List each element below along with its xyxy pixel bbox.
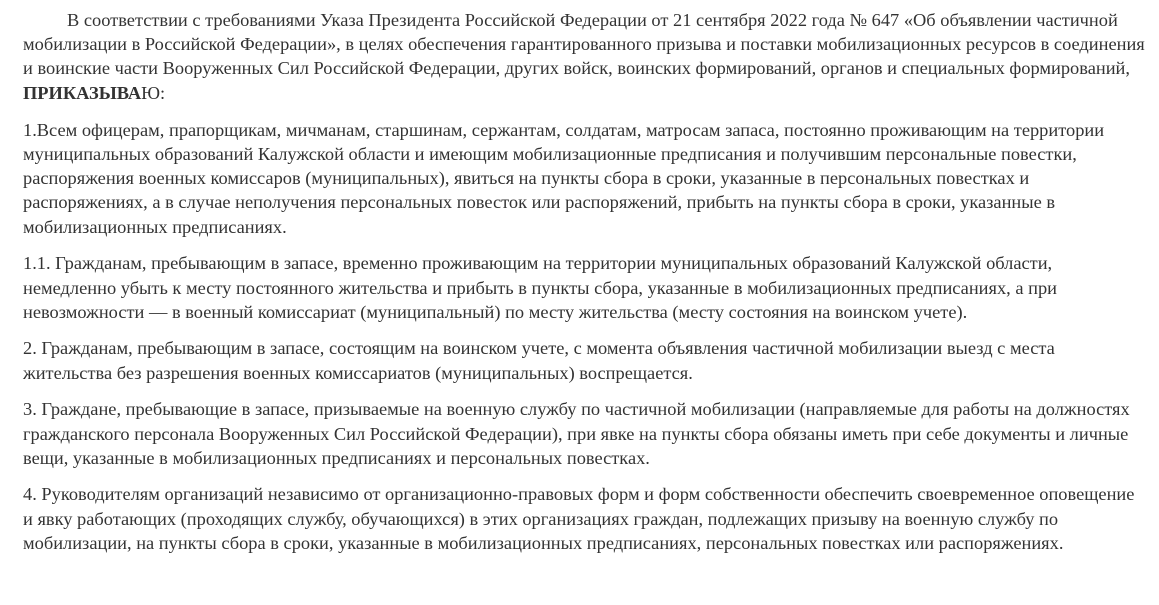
intro-paragraph (23, 8, 1145, 105)
paragraph-2: 2. Гражданам, пребывающим в запасе, состоящим на воинском учете, с момента объявления частичной мобилизации выезд с места жительства без разрешения военных комиссариатов (муниципальных) воспрещается. (23, 338, 1055, 383)
order-keyword-tail: Ю: (141, 82, 166, 103)
order-keyword: ПРИКАЗЫВА (23, 82, 142, 103)
intro-text: В соответствии с требованиями Указа Президента Российской Федерации от 21 сентября 2022 года № 647 «Об объявлении частичной мобилизации в Российской Федерации», в целях обеспечения гарантированного призыва и поставки мобилизационных ресурсов в соединения и воинские части Вооруженных Сил Российской Федерации, других войск, воинских формирований, органов и специальных формирований, (23, 10, 1145, 79)
paragraph-4: 4. Руководителям организаций независимо от организационно-правовых форм и форм собственности обеспечить своевременное оповещение и явку работающих (проходящих службу, обучающихся) в этих организациях граждан, подлежащих призыву на военную службу по мобилизации, на пункты сбора в сроки, указанные в мобилизационных предписаниях, персональных повестках или распоряжениях. (23, 484, 1135, 553)
paragraph-1: 1.Всем офицерам, прапорщикам, мичманам, старшинам, сержантам, солдатам, матросам запаса, постоянно проживающим на территории муниципальных образований Калужской области и имеющим мобилизационные предписания и получившим персональные повестки, распоряжения военных комиссаров (муниципальных), явиться на пункты сбора в сроки, указанные в персональных повестках и распоряжениях, а в случае неполучения персональных повесток или распоряжений, прибыть на пункты сбора в сроки, указанные в мобилизационных предписаниях. (23, 119, 1105, 237)
paragraph-1-1: 1.1. Гражданам, пребывающим в запасе, временно проживающим на территории муниципальных образований Калужской области, немедленно убыть к месту постоянного жительства и прибыть в пункты сбора, указанные в мобилизационных предписаниях, а при невозможности — в военный комиссариат (муниципальный) по месту жительства (месту состояния на воинском учете). (23, 253, 1058, 322)
paragraph-3: 3. Граждане, пребывающие в запасе, призываемые на военную службу по частичной мобилизации (направляемые для работы на должностях гражданского персонала Вооруженных Сил Российской Федерации), при явке на пункты сбора обязаны иметь при себе документы и личные вещи, указанные в мобилизационных предписаниях и персональных повестках. (23, 399, 1130, 468)
